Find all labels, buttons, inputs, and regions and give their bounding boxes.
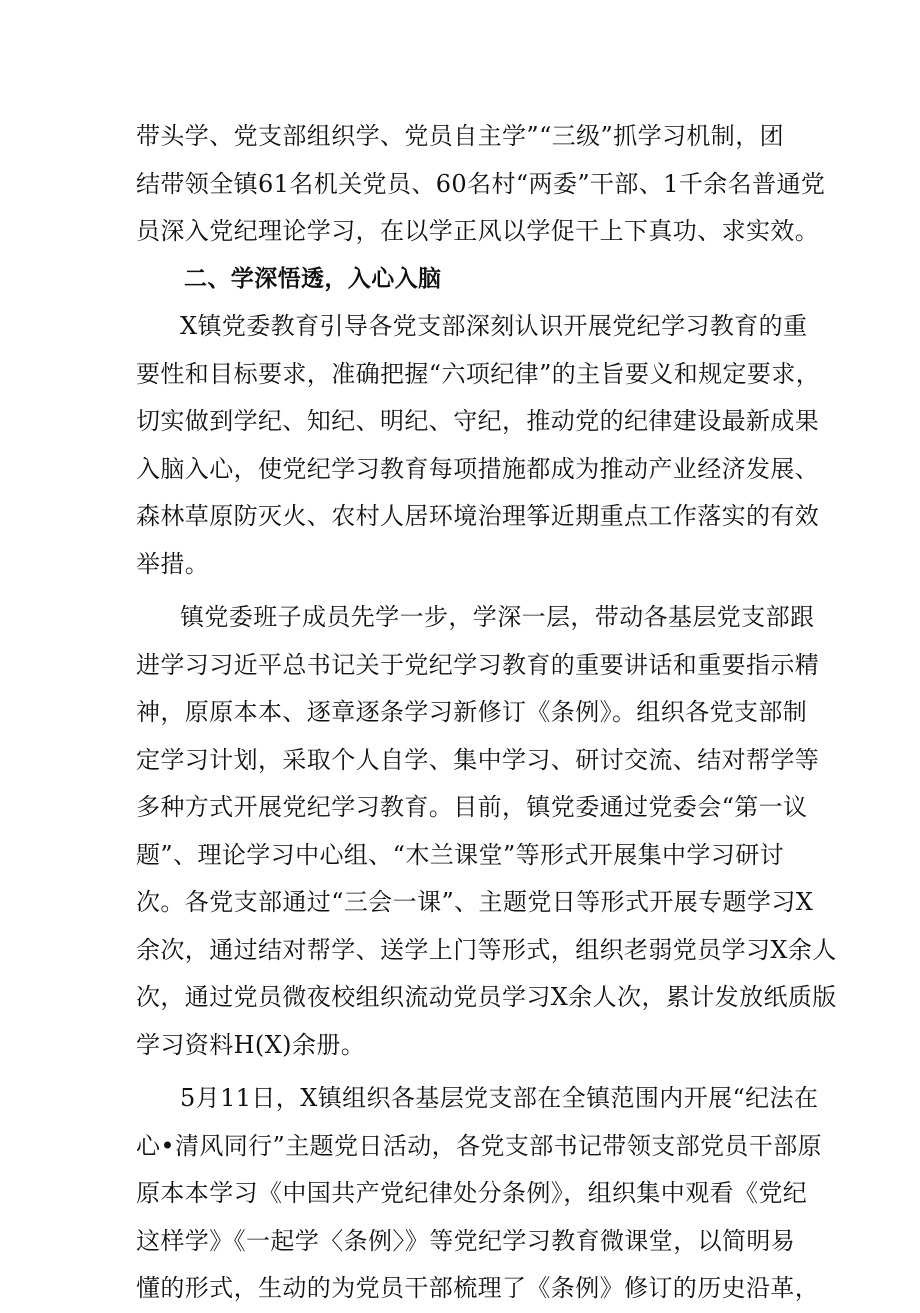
text-line: 心•清风同行”主题党日活动，各党支部书记带领支部党员干部原: [136, 1131, 823, 1160]
text-line: 5月11日，X镇组织各基层党支部在全镇范围内开展“纪法在: [180, 1084, 819, 1112]
text-line: 神，原原本本、逐章逐条学习新修订《条例》。组织各党支部制: [136, 698, 808, 726]
text-line: 学习资料H(X)余册。: [136, 1030, 366, 1059]
text-line: 带头学、党支部组织学、党员自主学”“三级”抓学习机制，团: [136, 122, 785, 150]
text-line: 次，通过党员微夜校组织流动党员学习X余人次，累计发放纸质版: [136, 983, 837, 1011]
text-line: 结带领全镇61名机关党员、60名村“两委”干部、1千余名普通党: [136, 169, 826, 198]
text-line: 懂的形式，生动的为党员干部梳理了《条例》修订的历史沿革，: [136, 1274, 820, 1302]
text-line: 定学习计划，采取个人自学、集中学习、研讨交流、结对帮学等: [136, 745, 820, 774]
paragraph-3: [136, 594, 837, 1069]
text-line: 题”、理论学习中心组、“木兰课堂”等形式开展集中学习研讨: [136, 840, 785, 869]
paragraph-4: [136, 1075, 823, 1313]
paragraph-2: [136, 303, 821, 588]
text-line: 余次，通过结对帮学、送学上门等形式，组织老弱党员学习X余人: [136, 935, 837, 964]
text-line: 举措。: [136, 549, 210, 578]
text-line: 原本本学习《中国共产党纪律处分条例》，组织集中观看《党纪: [136, 1179, 808, 1207]
text-line: 进学习习近平总书记关于党纪学习教育的重要讲话和重要指示精: [136, 650, 820, 679]
text-line: 次。各党支部通过“三会一课”、主题党日等形式开展专题学习X: [136, 888, 814, 916]
text-line: 入脑入心，使党纪学习教育每项措施都成为推动产业经济发展、: [136, 454, 820, 483]
document-body: [136, 113, 837, 1313]
text-line: 要性和目标要求，准确把握“六项纪律”的主旨要义和规定要求，: [136, 359, 821, 388]
text-line: 切实做到学纪、知纪、明纪、守纪，推动党的纪律建设最新成果: [136, 407, 820, 435]
section-heading: 二、学深悟透，入心入脑: [184, 265, 442, 292]
text-line: 员深入党纪理论学习，在以学正风以学促干上下真功、求实效。: [136, 217, 820, 245]
text-line: X镇党委教育引导各党支部深刻认识开展党纪学习教育的重: [180, 312, 808, 340]
text-line: 镇党委班子成员先学一步，学深一层，带动各基层党支部跟: [180, 603, 815, 631]
paragraph-1: [136, 113, 826, 256]
text-line: 这样学》《一起学〈条例〉》等党纪学习教育微课堂，以简明易: [136, 1226, 796, 1255]
text-line: 森林草原防灭火、农村人居环境治理筝近期重点工作落实的有效: [136, 502, 820, 530]
text-line: 多种方式开展党纪学习教育。目前，镇党委通过党委会“第一议: [136, 793, 808, 821]
